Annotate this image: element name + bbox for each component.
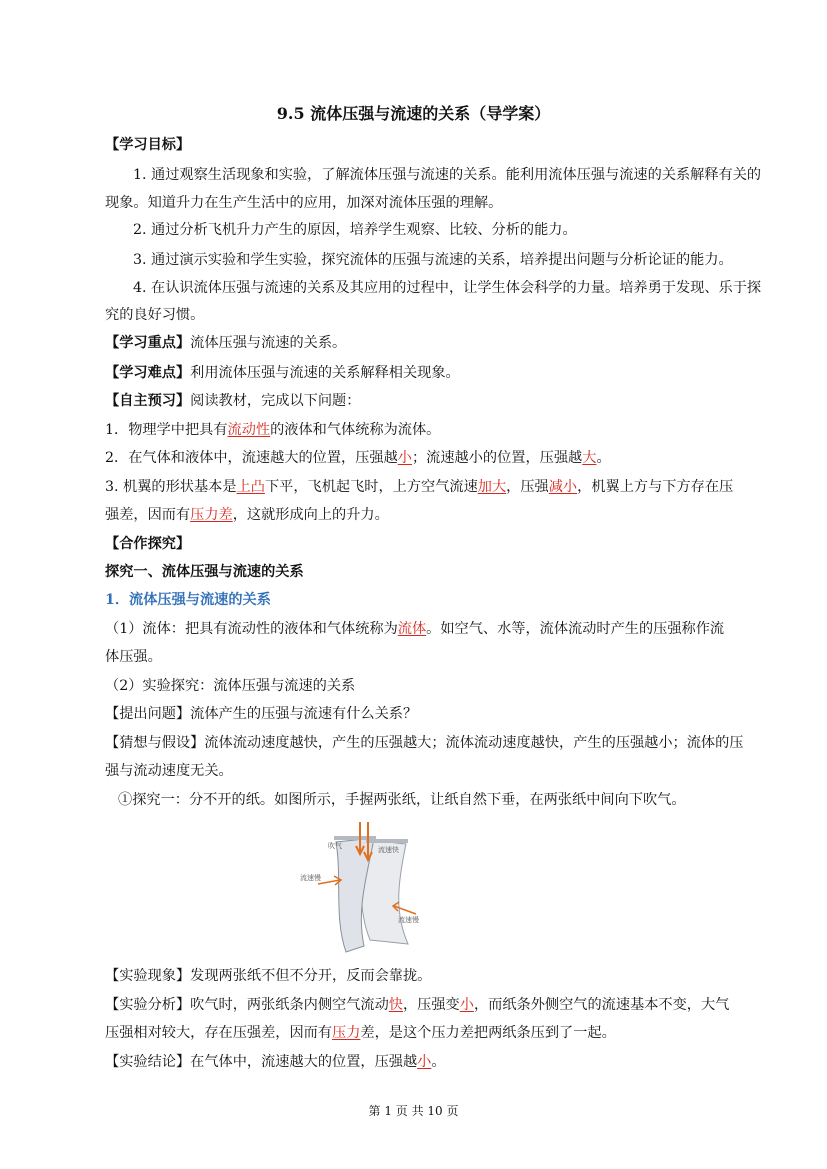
paper-figure-svg (298, 822, 438, 957)
subsection-heading: 1．流体压强与流速的关系 (105, 592, 271, 608)
analysis-answer-1: 快 (388, 997, 403, 1013)
key-point-text: 流体压强与流速的关系。 (190, 335, 347, 351)
goals-heading: 【学习目标】 (105, 137, 191, 153)
experiment-title: （2）实验探究：流体压强与流速的关系 (105, 678, 356, 694)
hypothesis-text: 流体流动速度越快，产生的压强越大；流体流动速度越快，产生的压强越小；流体的压 (204, 735, 744, 751)
paper-holder-back (366, 839, 408, 843)
label-fast: 流速快 (378, 846, 399, 854)
analysis-a (105, 995, 755, 1015)
analysis-text-b: ，压强变 (402, 997, 460, 1013)
fluid-def-b: 体压强。 (105, 649, 162, 665)
q1-text-b: 的液体和气体统称为流体。 (270, 422, 441, 438)
q3-answer-2: 加大 (477, 479, 507, 495)
q3-text-d: ，机翼上方与下方存在压 (577, 479, 734, 495)
hypothesis-label: 【猜想与假设】 (105, 735, 205, 751)
preview-q1 (105, 420, 755, 440)
conclusion (105, 1052, 755, 1072)
label-slow-right: 流速慢 (398, 916, 419, 924)
phenomenon-text: 发现两张纸不但不分开，反而会靠拢。 (190, 968, 432, 984)
preview-intro: 阅读教材，完成以下问题： (190, 393, 361, 409)
label-slow-left: 流速慢 (300, 874, 321, 882)
preview-q3a (105, 477, 755, 497)
difficulty-label: 【学习难点】 (105, 365, 191, 381)
preview (105, 391, 755, 411)
q3-text-e: 强差，因而有 (105, 507, 191, 523)
fluid-def-text-b: 。如空气、水等，流体流动时产生的压强称作流 (426, 621, 725, 637)
conclusion-text-a: 在气体中，流速越大的位置，压强越 (190, 1054, 418, 1070)
q3-answer-4: 压力差 (190, 507, 233, 523)
question-label: 【提出问题】 (105, 706, 191, 722)
q2-answer-1: 小 (397, 450, 412, 466)
phenomenon (105, 966, 755, 986)
q3-answer-3: 减小 (548, 479, 578, 495)
analysis-text-a: 吹气时，两张纸条内侧空气流动 (190, 997, 389, 1013)
q3-text-b: 下平，飞机起飞时，上方空气流速 (264, 479, 478, 495)
q3-answer-1: 上凸 (236, 479, 265, 495)
label-blow: 吹气 (328, 842, 342, 850)
question-text: 流体产生的压强与流速有什么关系？ (190, 706, 418, 722)
goal-2: 2. 通过分析飞机升力产生的原因，培养学生观察、比较、分析的能力。 (133, 222, 577, 238)
goal-1b: 现象。知道升力在生产生活中的应用，加深对流体压强的理解。 (105, 195, 503, 211)
analysis-text-e: 差，是这个压力差把两纸条压到了一起。 (360, 1025, 616, 1041)
key-point (105, 333, 755, 353)
explore-one: ①探究一：分不开的纸。如图所示，手握两张纸，让纸自然下垂，在两张纸中间向下吹气。 (118, 792, 686, 808)
q2-text-c: 。 (596, 450, 611, 466)
conclusion-label: 【实验结论】 (105, 1054, 191, 1070)
phenomenon-label: 【实验现象】 (105, 968, 191, 984)
analysis-text-d: 压强相对较大，存在压强差，因而有 (105, 1025, 333, 1041)
analysis-answer-3: 压力 (332, 1025, 361, 1041)
conclusion-answer: 小 (417, 1054, 432, 1070)
goal-4a: 4. 在认识流体压强与流速的关系及其应用的过程中，让学生体会科学的力量。培养勇于发现、乐于探 (133, 280, 762, 296)
question (105, 704, 755, 724)
q2-text-a: 2．在气体和液体中，流速越大的位置，压强越 (105, 450, 398, 466)
slow-arrow-left (318, 876, 341, 885)
page-footer: 第 1 页 共 10 页 (368, 1104, 459, 1118)
q1-text-a: 1．物理学中把具有 (105, 422, 228, 438)
goal-3: 3. 通过演示实验和学生实验，探究流体的压强与流速的关系，培养提出问题与分析论证的能力。 (133, 252, 733, 268)
section-heading: 探究一、流体压强与流速的关系 (105, 564, 304, 580)
fluid-def-text-a: （1）流体：把具有流动性的液体和气体统称为 (105, 621, 398, 637)
fluid-answer: 流体 (397, 621, 427, 637)
hypothesis-b: 强与流动速度无关。 (105, 763, 233, 779)
preview-q3b (105, 505, 755, 525)
coop-heading: 【合作探究】 (105, 536, 191, 552)
q1-answer: 流动性 (227, 422, 271, 438)
q3-text-f: ，这就形成向上的升力。 (232, 507, 389, 523)
preview-label: 【自主预习】 (105, 393, 191, 409)
goal-4b: 究的良好习惯。 (105, 307, 205, 323)
q3-text-a: 3. 机翼的形状基本是 (105, 479, 237, 495)
hypothesis-a (105, 733, 755, 753)
analysis-label: 【实验分析】 (105, 997, 191, 1013)
key-point-label: 【学习重点】 (105, 335, 191, 351)
goal-1a: 1. 通过观察生活现象和实验，了解流体压强与流速的关系。能利用流体压强与流速的关系解释有关的 (133, 167, 762, 183)
analysis-text-c: ，而纸条外侧空气的流速基本不变，大气 (473, 997, 730, 1013)
conclusion-text-b: 。 (431, 1054, 446, 1070)
difficulty (105, 363, 755, 383)
preview-q2 (105, 448, 755, 468)
q2-text-b: ；流速越小的位置，压强越 (411, 450, 583, 466)
page-title: 9.5 流体压强与流速的关系（导学案） (276, 104, 551, 123)
q2-answer-2: 大 (582, 450, 597, 466)
fluid-def-a (105, 619, 755, 639)
difficulty-text: 利用流体压强与流速的关系解释相关现象。 (190, 365, 460, 381)
paper-blowing-figure (298, 822, 438, 957)
q3-text-c: ，压强 (506, 479, 549, 495)
analysis-b (105, 1023, 755, 1043)
analysis-answer-2: 小 (459, 997, 474, 1013)
